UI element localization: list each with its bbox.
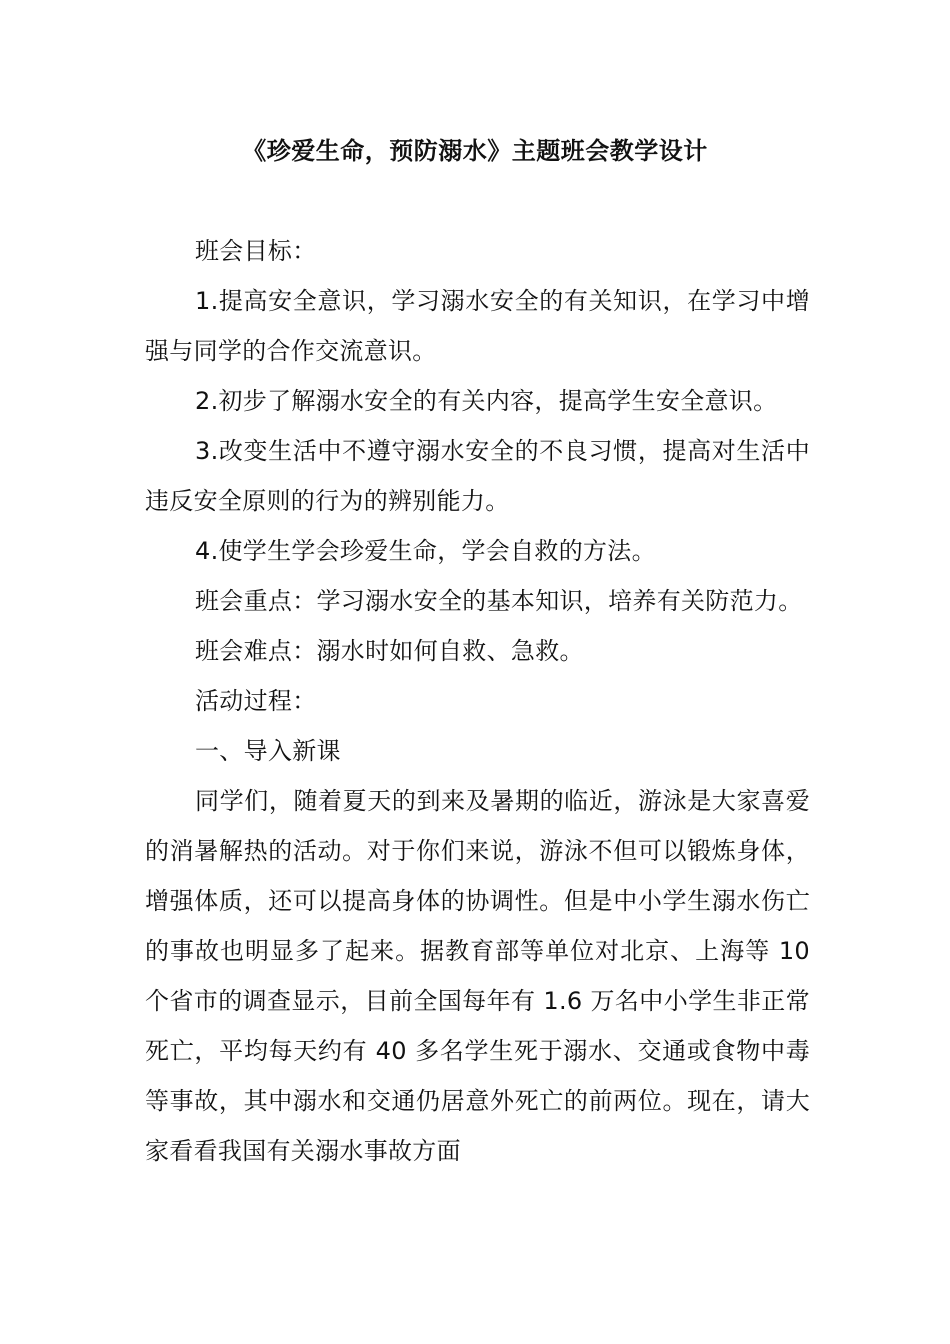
document-title: 《珍爱生命，预防溺水》主题班会教学设计 — [242, 137, 708, 165]
paragraph-goals-heading: 班会目标： — [195, 237, 317, 265]
paragraph-goal-1: 1.提高安全意识，学习溺水安全的有关知识，在学习中增强与同学的合作交流意识。 — [145, 287, 810, 365]
paragraph-section-1-heading: 一、导入新课 — [195, 737, 341, 765]
paragraph-difficulties: 班会难点：溺水时如何自救、急救。 — [195, 637, 584, 665]
paragraph-introduction: 同学们，随着夏天的到来及暑期的临近，游泳是大家喜爱的消暑解热的活动。对于你们来说，游泳不但可以锻炼身体，增强体质，还可以提高身体的协调性。但是中小学生溺水伤亡的事故也明显多了起来。据教育部等单位对北京、上海等 10 个省市的调查显示，目前全国每年有 1.6 万名中小学生非正常死亡，平均每天约有 40 多名学生死于溺水、交通或食物中毒等事故，其中溺水和交通仍居意外死亡的前两位。现在，请大家看看我国有关溺水事故方面 — [145, 787, 810, 1165]
paragraph-goal-2: 2.初步了解溺水安全的有关内容，提高学生安全意识。 — [195, 387, 778, 415]
paragraph-goal-4: 4.使学生学会珍爱生命，学会自救的方法。 — [195, 537, 656, 565]
paragraph-goal-3: 3.改变生活中不遵守溺水安全的不良习惯，提高对生活中违反安全原则的行为的辨别能力。 — [145, 437, 810, 515]
document-body — [145, 226, 810, 1176]
paragraph-key-points: 班会重点：学习溺水安全的基本知识，培养有关防范力。 — [195, 587, 803, 615]
paragraph-process-heading: 活动过程： — [195, 687, 317, 715]
